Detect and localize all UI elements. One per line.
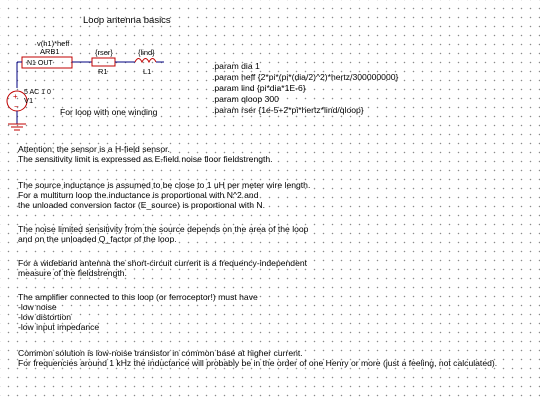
comment-line: -low input impedance xyxy=(18,322,100,332)
ground-icon[interactable] xyxy=(8,124,26,130)
comment-line: For frequencies around 1 kHz the inductance will probably be in the order of one Henry or more (just a feeling, not calculated). xyxy=(18,358,498,368)
comment-line: For a multiturn loop the inductance is proportional with N^2 and xyxy=(18,190,259,200)
comment-line: For a wideband antenna the short-circuit current is a frequency-independent xyxy=(18,258,308,268)
arb-source-value: v(h1)*heff xyxy=(37,39,70,48)
comment-line: The noise limited sensitivity from the source depends on the area of the loop xyxy=(18,224,309,234)
arb-source-pins: N1 OUT xyxy=(27,60,53,67)
inductor-l1[interactable] xyxy=(135,59,156,63)
arb-source-name: ARB1 xyxy=(40,47,60,56)
param-directive[interactable]: .param heff {2*pi*(pi*(dia/2)^2)*hertz/300000000} xyxy=(212,72,399,82)
comment-line: Common solution is low-noise transistor in common base at higher current. xyxy=(18,348,303,358)
param-directive[interactable]: .param lind {pi*dia*1E-6} xyxy=(212,83,306,93)
comment-line: -low noise xyxy=(18,302,57,312)
inductor-value: {lind} xyxy=(138,48,155,57)
param-directive[interactable]: .param rser {1e-5+2*pi*hertz*lind/qloop} xyxy=(212,105,364,115)
comment-line: The amplifier connected to this loop (or ferroceptor!) must have xyxy=(18,292,258,302)
inductor-name: L1 xyxy=(143,67,152,76)
vsource-value: 5 AC 1 0 xyxy=(24,89,51,96)
resistor-value: {rser} xyxy=(95,48,113,57)
page-title: Loop antenna basics xyxy=(83,15,171,26)
schematic-caption: For loop with one winding xyxy=(60,107,158,117)
comment-line: The sensitivity limit is expressed as E-field noise floor fieldstrength. xyxy=(18,154,273,164)
comment-line: Attention: the sensor is a H-field sensor. xyxy=(18,144,170,154)
comment-line: -low distortion xyxy=(18,312,72,322)
comment-line: The source inductance is assumed to be close to 1 uH per meter wire length. xyxy=(18,180,311,190)
param-directive[interactable]: .param qloop 300 xyxy=(212,94,279,104)
resistor-r1[interactable] xyxy=(92,58,115,66)
resistor-name: R1 xyxy=(98,67,108,76)
comment-line: measure of the fieldstrength. xyxy=(18,268,127,278)
param-directive[interactable]: .param dia 1 xyxy=(212,61,260,71)
comment-line: and on the unloaded Q_factor of the loop. xyxy=(18,234,177,244)
vsource-minus-icon: − xyxy=(14,102,19,111)
vsource-plus-icon: + xyxy=(13,92,18,101)
comment-line: the unloaded conversion factor (E_source) is proportional with N. xyxy=(18,200,265,210)
vsource-name: V1 xyxy=(24,96,34,105)
